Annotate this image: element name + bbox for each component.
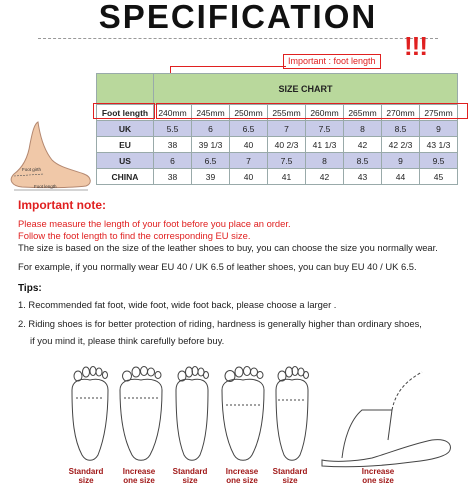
foot-wide-1 [120,367,162,461]
size-cell: 39 [192,169,230,185]
size-cell: 43 1/3 [420,137,458,153]
foot-length-cell: 270mm [382,105,420,121]
size-cell: 42 [344,137,382,153]
caption-3-line1: Standard [172,467,208,476]
exclamation-marks: !!! [404,31,427,61]
size-cell: 41 1/3 [306,137,344,153]
size-chart-caption-row [97,74,458,105]
size-cell: 9 [382,153,420,169]
caption-1-line1: Standard [68,467,104,476]
tip-2: 2. Riding shoes is for better protection of riding, hardness is generally higher than ordinary shoes, [18,318,422,329]
foot-wide-2 [222,367,264,461]
size-row-label: US [97,153,154,169]
tips-heading: Tips: [18,283,42,294]
size-row [97,137,458,153]
page-title: SPECIFICATION [98,0,378,35]
caption-5-line1: Standard [272,467,308,476]
tip-2-continued: if you mind it, please think carefully before buy. [30,335,225,346]
size-cell: 38 [154,169,192,185]
size-row [97,121,458,137]
size-cell: 42 [306,169,344,185]
size-cell: 45 [420,169,458,185]
size-row [97,153,458,169]
foot-length-cell: 240mm [154,105,192,121]
caption-3-line2: size [182,476,198,485]
size-cell: 6 [154,153,192,169]
tip-1: 1. Recommended fat foot, wide foot, wide foot back, please choose a larger . [18,299,337,310]
foot-length-cell: 275mm [420,105,458,121]
size-cell: 7.5 [268,153,306,169]
foot-girth-label: Foot girth [22,167,42,172]
foot-length-callout: Important : foot length [283,54,381,69]
size-row-label: CHINA [97,169,154,185]
caption-6-line2: one size [362,476,394,485]
caption-4-line2: one size [226,476,258,485]
size-cell: 40 2/3 [268,137,306,153]
foot-measure-illustration [0,114,96,192]
size-cell: 40 [230,169,268,185]
caption-2-line2: one size [123,476,155,485]
foot-width-illustrations [60,360,470,485]
size-cell: 9.5 [420,153,458,169]
size-cell: 39 1/3 [192,137,230,153]
size-cell: 44 [382,169,420,185]
size-cell: 6.5 [192,153,230,169]
foot-length-header-highlight [93,103,155,119]
caption-1-line2: size [78,476,94,485]
size-cell: 7 [268,121,306,137]
size-cell: 6.5 [230,121,268,137]
size-row [97,169,458,185]
size-cell: 8 [306,153,344,169]
foot-standard-2 [176,367,209,461]
caption-spacer [97,74,154,105]
caption-5-line2: size [282,476,298,485]
foot-length-cell: 255mm [268,105,306,121]
size-cell: 5.5 [154,121,192,137]
size-row-label: EU [97,137,154,153]
size-cell: 41 [268,169,306,185]
size-cell: 40 [230,137,268,153]
size-cell: 7 [230,153,268,169]
foot-outline [11,122,90,188]
size-cell: 7.5 [306,121,344,137]
callout-line-horizontal [170,66,286,67]
size-row-label: UK [97,121,154,137]
note-line-3: The size is based on the size of the leather shoes to buy, you can choose the size you normally wear. [18,242,438,253]
size-chart-table [96,73,458,185]
foot-length-row-highlight [156,103,468,119]
size-cell: 8 [344,121,382,137]
size-cell: 6 [192,121,230,137]
note-line-4: For example, if you normally wear EU 40 / UK 6.5 of leather shoes, you can buy EU 40 / UK 6.5. [18,261,417,272]
size-cell: 8.5 [344,153,382,169]
foot-standard-3 [276,367,309,461]
important-note-heading: Important note: [18,198,106,212]
caption-4-line1: Increase [225,467,259,476]
size-cell: 8.5 [382,121,420,137]
size-cell: 38 [154,137,192,153]
foot-length-cell: 250mm [230,105,268,121]
size-cell: 42 2/3 [382,137,420,153]
size-cell: 43 [344,169,382,185]
foot-standard-1 [72,367,108,461]
divider [38,38,438,39]
foot-length-label: Foot length [34,184,57,189]
foot-length-header: Foot length [97,105,154,121]
foot-length-cell: 265mm [344,105,382,121]
caption-6-line1: Increase [361,467,395,476]
note-line-1: Please measure the length of your foot before you place an order. [18,218,291,229]
size-cell: 9 [420,121,458,137]
foot-length-cell: 245mm [192,105,230,121]
caption-2-line1: Increase [122,467,156,476]
note-line-2: Follow the foot length to find the corresponding EU size. [18,230,251,241]
foot-side-view [322,372,450,467]
foot-length-cell: 260mm [306,105,344,121]
size-chart-caption: SIZE CHART [154,74,458,105]
